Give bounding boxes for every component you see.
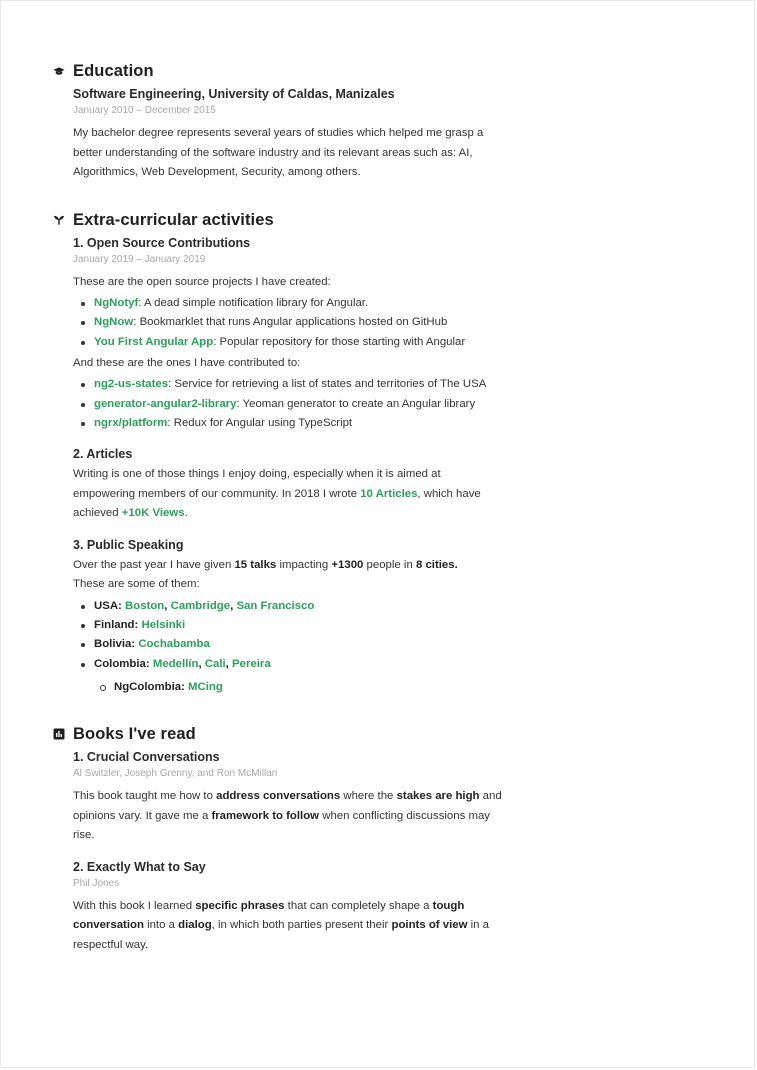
articles-count-link[interactable]: 10 Articles [360,487,418,500]
oss-contributed-intro: And these are the ones I have contributed to: [73,356,301,369]
separator: , [230,599,237,612]
speaking-text-1: Over the past year I have given [73,558,235,571]
book1-authors: Al Switzler, Joseph Grenny, and Ron McMillan [73,768,278,780]
education-title: Education [73,62,154,80]
city-link[interactable]: Cambridge [170,599,231,612]
project-desc: : Redux for Angular using TypeScript [167,416,353,429]
book1-text-4: when conflicting discussions may rise. [73,809,490,842]
event-label: NgColombia: [114,680,185,693]
city-link[interactable]: Cochabamba [138,638,210,651]
speaking-text [73,556,503,595]
country-label: USA: [94,599,122,612]
education-degree: Software Engineering, University of Caldas, Manizales [73,87,395,101]
books-section [73,722,503,955]
articles-text-1: Writing is one of those things I enjoy doing, especially when it is aimed at empowering members of our community. In 2018 I wrote [73,468,441,500]
project-link[interactable]: NgNotyf [94,297,139,309]
speaking-text-3: people in [363,558,416,571]
education-section [73,59,503,183]
project-link[interactable]: ngrx/platform [94,416,168,429]
book1-keyword-3: framework to follow [211,809,320,822]
talks-count: 15 talks [234,558,277,571]
book1-text-3: and opinions vary. It gave me a [73,790,502,822]
resume-content [73,59,503,955]
education-date: January 2010 – December 2015 [73,105,216,116]
seedling-icon [53,214,65,226]
event-link[interactable]: MCing [188,680,223,693]
book-chart-icon [53,728,65,740]
oss-created-list [73,294,503,352]
separator: , [225,657,233,670]
book1-title: 1. Crucial Conversations [73,750,220,765]
project-desc: : Bookmarklet that runs Angular applications hosted on GitHub [133,316,448,329]
extracurricular-section [73,208,503,698]
book1-text [73,787,503,846]
book2-keyword-3: dialog [178,919,212,932]
list-item [94,333,503,352]
people-count: +1300 [331,558,364,571]
education-description: My bachelor degree represents several years of studies which helped me grasp a better understanding of the software industry and its relevant areas such as: AI, Algorithmics, Web Development, Security, among others. [73,127,484,178]
list-item [94,375,503,394]
list-item [94,616,503,635]
project-link[interactable]: ng2-us-states [94,378,169,391]
cities-count: 8 cities. [415,558,458,571]
oss-title: 1. Open Source Contributions [73,235,251,250]
articles-text-3: . [184,507,188,520]
country-label: Colombia: [94,657,150,670]
books-title: Books I've read [73,725,196,744]
project-link[interactable]: NgNow [94,316,134,329]
speaking-list [73,597,503,674]
book2-keyword-2: tough conversation [73,899,465,932]
list-item [94,313,503,332]
articles-views-link[interactable]: +10K Views [121,507,185,520]
book1-text-1: This book taught me how to [73,790,217,803]
city-link[interactable]: Boston [125,599,165,612]
list-item [94,414,503,433]
articles-text [73,465,503,524]
project-desc: : Yeoman generator to create an Angular library [236,397,476,410]
city-link[interactable]: San Francisco [236,599,315,612]
separator: , [198,657,205,670]
city-link[interactable]: Pereira [232,657,271,670]
book2-text-3: into a [143,919,179,932]
speaking-sublist [73,678,503,697]
project-link[interactable]: You First Angular App [94,335,214,348]
book2-text-1: With this book I learned [73,899,196,912]
list-item [94,294,503,313]
project-desc: : A dead simple notification library for Angular. [138,297,369,309]
list-item [94,597,503,616]
oss-date: January 2019 – January 2019 [73,253,206,265]
list-item [114,678,503,697]
speaking-text-2: impacting [276,558,332,571]
book2-keyword-1: specific phrases [195,899,285,912]
project-desc: : Service for retrieving a list of states and territories of The USA [168,378,487,391]
speaking-title: 3. Public Speaking [73,537,184,552]
oss-contributed-list [73,375,503,433]
city-link[interactable]: Medellín [152,657,199,670]
book1-keyword-1: address conversations [216,790,341,803]
separator: , [164,599,171,612]
book2-text-5: in a respectful way. [73,919,489,951]
city-link[interactable]: Helsinki [141,619,186,632]
book1-text-2: where the [340,790,397,803]
book2-text [73,897,503,956]
country-label: Finland: [94,619,139,632]
project-desc: : Popular repository for those starting with Angular [213,335,466,348]
city-link[interactable]: Cali [204,657,226,670]
country-label: Bolivia: [94,638,136,651]
list-item [94,635,503,654]
list-item [94,655,503,674]
book2-text-2: that can completely shape a [284,899,433,912]
book2-title: 2. Exactly What to Say [73,859,206,874]
list-item [94,395,503,414]
speaking-text-4: These are some of them: [73,578,200,591]
extracurricular-title: Extra-curricular activities [73,210,274,229]
graduation-cap-icon [53,65,65,77]
articles-text-2: , which have achieved [73,487,481,520]
book1-keyword-2: stakes are high [396,790,480,803]
articles-title: 2. Articles [73,447,133,462]
book2-keyword-4: points of view [391,919,468,932]
book2-authors: Phil Jones [73,877,120,889]
project-link[interactable]: generator-angular2-library [94,397,237,410]
book2-text-4: , in which both parties present their [211,919,392,932]
oss-created-intro: These are the open source projects I have created: [73,275,331,288]
